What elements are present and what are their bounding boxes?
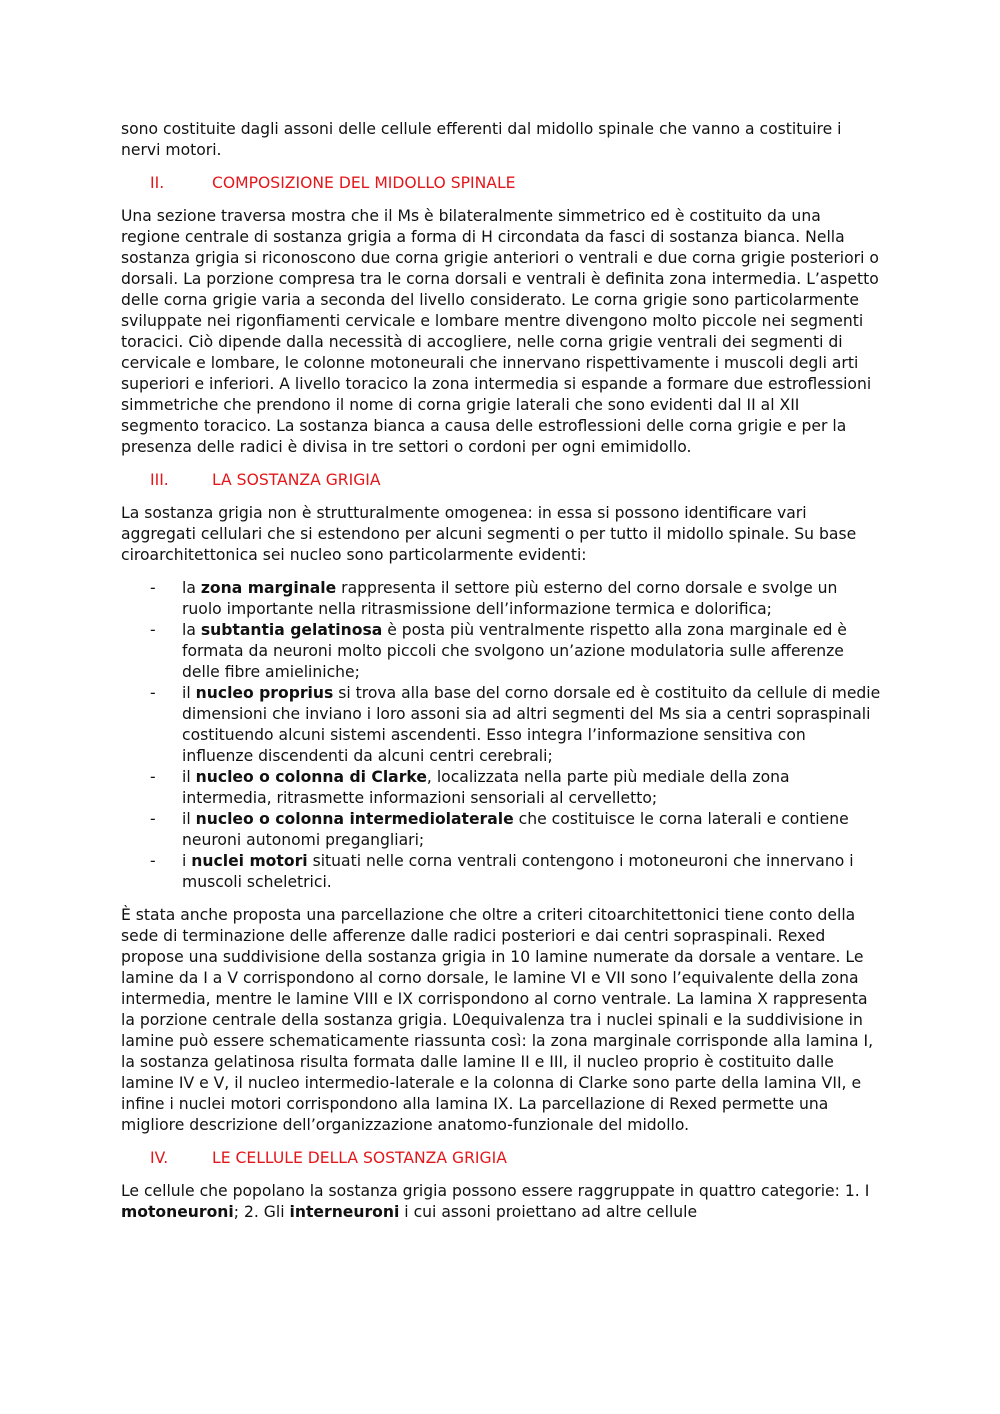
item-text: la <box>182 579 201 597</box>
list-item <box>121 578 881 620</box>
item-text: rappresenta il settore più esterno del corno dorsale e svolge un ruolo importante nella ritrasmissione dell’informazione termica e dolorifica; <box>182 579 838 618</box>
section-heading-4 <box>121 1148 881 1169</box>
section-number: III. <box>150 471 169 489</box>
item-text: il <box>182 684 196 702</box>
item-term: nucleo o colonna di Clarke <box>195 768 427 786</box>
section-title: LE CELLULE DELLA SOSTANZA GRIGIA <box>212 1149 507 1167</box>
item-text: il <box>182 768 196 786</box>
item-term: nuclei motori <box>191 852 308 870</box>
item-text: situati nelle corna ventrali contengono i motoneuroni che innervano i muscoli scheletrici. <box>182 852 854 891</box>
list-item <box>121 851 881 893</box>
section-heading-2 <box>121 173 881 194</box>
item-term: zona marginale <box>200 579 337 597</box>
dash-bullet: - <box>150 579 156 597</box>
section-4-paragraph <box>121 1181 881 1223</box>
item-text: , localizzata nella parte più mediale della zona intermedia, ritrasmette informazioni sensoriali al cervelletto; <box>182 768 790 807</box>
list-item <box>121 767 881 809</box>
intro-paragraph: sono costituite dagli assoni delle cellule efferenti dal midollo spinale che vanno a costituire i nervi motori. <box>121 120 842 159</box>
section-number: II. <box>150 174 165 192</box>
dash-bullet: - <box>150 810 156 828</box>
section-2-paragraph: Una sezione traversa mostra che il Ms è bilateralmente simmetrico ed è costituito da una regione centrale di sostanza grigia a forma di H circondata da fasci di sostanza bianca. Nella sostanza grigia si riconoscono due corna grigie anteriori o ventrali e due corna grigie posteriori o dorsali. La porzione compresa tra le corna dorsali e ventrali è definita zona intermedia. L’aspetto delle corna grigie varia a seconda del livello considerato. Le corna grigie sono particolarmente sviluppate nei rigonfiamenti cervicale e lombare mentre divengono molto piccole nei segmenti toracici. Ciò dipende dalla necessità di accogliere, nelle corna grigie ventrali dei segmenti di cervicale e lombare, le colonne motoneurali che innervano rispettivamente i muscoli degli arti superiori e inferiori. A livello toracico la zona intermedia si espande a formare due estroflessioni simmetriche che prendono il nome di corna grigie laterali che sono evidenti dal II al XII segmento toracico. La sostanza bianca a causa delle estroflessioni delle corna grigie e per la presenza delle radici è divisa in tre settori o cordoni per ogni emimidollo. <box>121 207 879 456</box>
section-title: COMPOSIZIONE DEL MIDOLLO SPINALE <box>212 174 516 192</box>
item-term: subtantia gelatinosa <box>200 621 383 639</box>
section-number: IV. <box>150 1149 169 1167</box>
document-page <box>121 119 881 1235</box>
item-text: si trova alla base del corno dorsale ed è costituito da cellule di medie dimensioni che inviano i loro assoni sia ad altri segmenti del Ms sia a centri sopraspinali costituendo alcuni sistemi ascendenti. Esso integra l’informazione sensitiva con influenze discendenti da alcuni centri cerebrali; <box>182 684 881 765</box>
dash-bullet: - <box>150 852 156 870</box>
item-text: i <box>182 852 192 870</box>
section-3-paragraph: La sostanza grigia non è strutturalmente omogenea: in essa si possono identificare vari aggregati cellulari che si estendono per alcuni segmenti o per tutto il midollo spinale. Su base ciroarchitettonica sei nucleo sono particolarmente evidenti: <box>121 504 857 564</box>
dash-bullet: - <box>150 684 156 702</box>
term-motoneuroni: motoneuroni <box>121 1203 234 1221</box>
item-text: è posta più ventralmente rispetto alla zona marginale ed è formata da neuroni molto piccoli che svolgono un’azione modulatoria sulle afferenze delle fibre amieliniche; <box>182 621 847 681</box>
list-item <box>121 683 881 767</box>
paragraph-text: ; 2. Gli <box>233 1203 290 1221</box>
section-title: LA SOSTANZA GRIGIA <box>212 471 381 489</box>
nuclei-list <box>121 578 881 893</box>
item-term: nucleo proprius <box>195 684 334 702</box>
paragraph-text: Le cellule che popolano la sostanza grigia possono essere raggruppate in quattro categorie: 1. I <box>121 1182 870 1200</box>
item-term: nucleo o colonna intermediolaterale <box>195 810 514 828</box>
list-item <box>121 809 881 851</box>
item-text: il <box>182 810 196 828</box>
section-3-paragraph-2: È stata anche proposta una parcellazione che oltre a criteri citoarchitettonici tiene conto della sede di terminazione delle afferenze dalle radici posteriori e dai centri sopraspinali. Rexed propose una suddivisione della sostanza grigia in 10 lamine numerate da dorsale a ventare. Le lamine da I a V corrispondono al corno dorsale, le lamine VI e VII sono l’equivalente della zona intermedia, mentre le lamine VIII e IX corrispondono al corno ventrale. La lamina X rappresenta la porzione centrale della sostanza grigia. L0equivalenza tra i nuclei spinali e la suddivisione in lamine può essere schematicamente riassunta così: la zona marginale corrisponde alla lamina I, la sostanza gelatinosa risulta formata dalle lamine II e III, il nucleo proprio è costituito dalle lamine IV e V, il nucleo intermedio-laterale e la colonna di Clarke sono parte della lamina VII, e infine i nuclei motori corrispondono alla lamina IX. La parcellazione di Rexed permette una migliore descrizione dell’organizzazione anatomo-funzionale del midollo. <box>121 906 874 1134</box>
dash-bullet: - <box>150 768 156 786</box>
list-item <box>121 620 881 683</box>
item-text: la <box>182 621 201 639</box>
term-interneuroni: interneuroni <box>289 1203 400 1221</box>
section-heading-3 <box>121 470 881 491</box>
dash-bullet: - <box>150 621 156 639</box>
paragraph-text: i cui assoni proiettano ad altre cellule <box>399 1203 698 1221</box>
item-text: che costituisce le corna laterali e contiene neuroni autonomi pregangliari; <box>182 810 849 849</box>
